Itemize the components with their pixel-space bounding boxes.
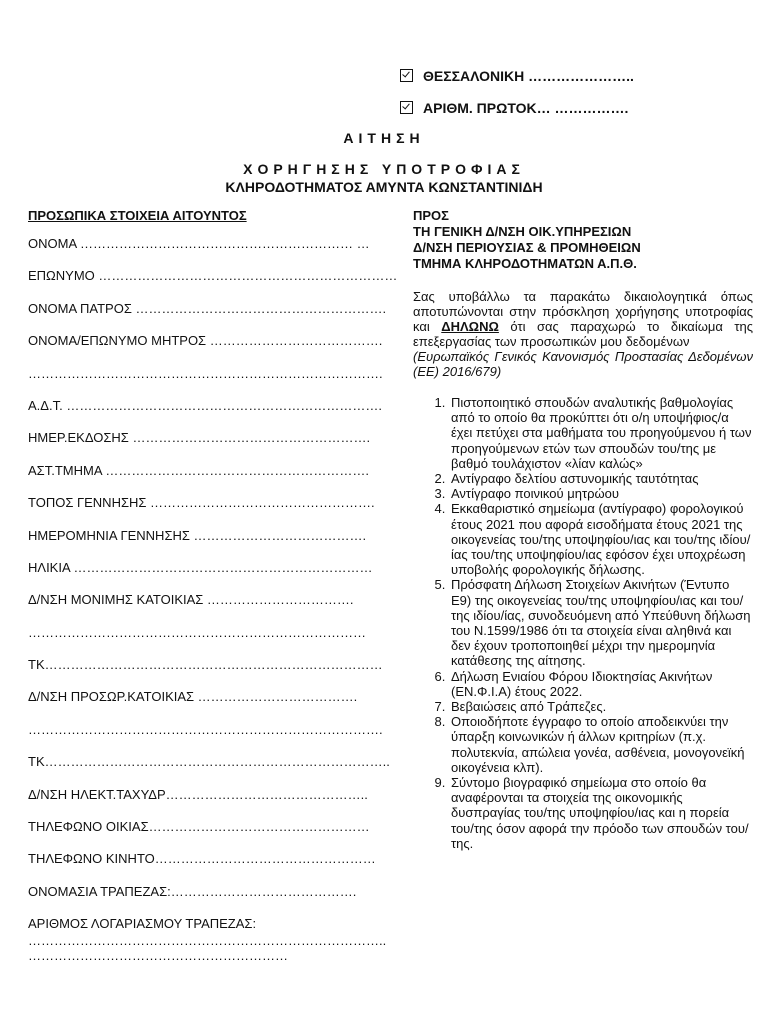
document-item: 5. Πρόσφατη Δήλωση Στοιχείων Ακινήτων (Έντυπο Ε9) της οικογενείας του/της υποψηφίου/ιας και του/της ιδίου/ίας, συνοδευόμενη από Υπεύθυνη δήλωση του Ν.1599/1986 ότι τα στοιχεία είναι αληθινά και δεν έχουν τροποποιηθεί μέχρι την ημερομηνία κατάθεσης της αίτησης.: [449, 577, 753, 668]
field-temporary-address-cont: ……………………………………………………………………….: [28, 721, 383, 737]
declaration-text-cont: ότι σας παραχωρώ το δικαίωμα της επεξεργασίας των προσωπικών μου δεδομένων: [413, 319, 753, 349]
document-item: 8. Οποιοδήποτε έγγραφο το οποίο αποδεικνύει την ύπαρξη κοινωνικών ή άλλων κριτηρίων (π.χ. πολυτεκνία, απώλεια γονέα, ασθένεια, μονογονεϊκή οικογένεια κλπ).: [449, 714, 753, 775]
field-temporary-address: Δ/ΝΣΗ ΠΡΟΣΩΡ.ΚΑΤΟΙΚΙΑΣ ……………………………….: [28, 689, 358, 705]
document-item: 3. Αντίγραφο ποινικού μητρώου: [449, 486, 753, 501]
city-line-text: ΘΕΣΣΑΛΟΝΙΚΗ …………………..: [423, 68, 634, 84]
document-item: 4. Εκκαθαριστικό σημείωμα (αντίγραφο) φορολογικού έτους 2021 που αφορά εισοδήματα έτους 2021 της οικογενείας του/της υποψηφίου/ιας και του/της ιδίου/ίας του/της υποψηφίου/ιας εφόσον έχει υποχρέωση υποβολής φορολογικής δήλωσης.: [449, 501, 753, 577]
declaration-paragraph: [413, 289, 753, 379]
checkbox-checked-icon: [400, 101, 413, 114]
field-postcode: ΤΚ……………………………………………………………………: [28, 657, 383, 673]
field-birthplace: ΤΟΠΟΣ ΓΕΝΝΗΣΗΣ …………………………………………….: [28, 495, 375, 511]
field-temporary-postcode: ΤΚ……………………………………………………………………..: [28, 754, 390, 770]
recipient-section: [413, 208, 753, 851]
recipient-address: [413, 208, 753, 272]
personal-details-heading: ΠΡΟΣΩΠΙΚΑ ΣΤΟΙΧΕΙΑ ΑΙΤΟΥΝΤΟΣ: [28, 208, 247, 223]
field-age: ΗΛΙΚΙΑ ……………………………………………………………: [28, 559, 373, 575]
field-email: Δ/ΝΣΗ ΗΛΕΚΤ.ΤΑΧΥΔΡ………………………………………..: [28, 786, 368, 802]
declaration-emphasis: ΔΗΛΩΝΩ: [441, 319, 499, 334]
field-bank-account-line-1: ………………………………………………………………………..: [28, 933, 387, 949]
field-first-name: ΟΝΟΜΑ ……………………………………………………… …: [28, 236, 370, 251]
document-item: 9. Σύντομο βιογραφικό σημείωμα στο οποίο θα αναφέρονται τα στοιχεία της οικονομικής δυσπραγίας του/της υποψηφίου/ιας και η πορεία του/της όσον αφορά την πρόοδο των σπουδών του/της.: [449, 775, 753, 851]
protocol-line-text: ΑΡΙΘΜ. ΠΡΩΤΟΚ… …………….: [423, 100, 629, 116]
field-bank-account: ΑΡΙΘΜΟΣ ΛΟΓΑΡΙΑΣΜΟΥ ΤΡΑΠΕΖΑΣ:: [28, 916, 257, 932]
recipient-line: ΠΡΟΣ: [413, 208, 449, 223]
field-mother-name: ΟΝΟΜΑ/ΕΠΩΝΥΜΟ ΜΗΤΡΟΣ ………………………………….: [28, 333, 383, 349]
document-item: 1. Πιστοποιητικό σπουδών αναλυτικής βαθμολογίας από το οποίο θα προκύπτει ότι ο/η υποψήφιος/α έχει πετύχει στα μαθήματα του προηγούμενου ή των προηγούμενων ετών των σπουδών του/της με βαθμό τουλάχιστον «λίαν καλώς»: [449, 395, 753, 471]
protocol-line: [400, 100, 628, 116]
field-home-phone: ΤΗΛΕΦΩΝΟ ΟΙΚΙΑΣ……………………………………………: [28, 819, 370, 835]
required-documents-list: [413, 395, 753, 851]
document-item: 6. Δήλωση Ενιαίου Φόρου Ιδιοκτησίας Ακινήτων (ΕΝ.Φ.Ι.Α) έτους 2022.: [449, 669, 753, 699]
field-police-dept: ΑΣΤ.ΤΜΗΜΑ …………………………………………………….: [28, 462, 369, 478]
field-bank-name: ΟΝΟΜΑΣΙΑ ΤΡΑΠΕΖΑΣ:…………………………………….: [28, 883, 357, 899]
personal-details-section: [28, 208, 400, 963]
field-mother-name-cont: ……………………………………………………………………….: [28, 365, 383, 381]
field-id-number: Α.Δ.Τ. ……………………………………………………………….: [28, 397, 382, 413]
checkbox-checked-icon: [400, 69, 413, 82]
field-birth-date: ΗΜΕΡΟΜΗΝΙΑ ΓΕΝΝΗΣΗΣ ………………………………….: [28, 527, 367, 543]
document-item: 2. Αντίγραφο δελτίου αστυνομικής ταυτότητας: [449, 471, 753, 486]
field-father-name: ΟΝΟΜΑ ΠΑΤΡΟΣ ………………………………………………….: [28, 300, 387, 316]
city-line: [400, 68, 634, 84]
bequest-name: ΚΛΗΡΟΔΟΤΗΜΑΤΟΣ ΑΜΥΝΤΑ ΚΩΝΣΤΑΝΤΙΝΙΔΗ: [225, 179, 543, 195]
field-surname: ΕΠΩΝΥΜΟ ……………………………………………………………: [28, 268, 398, 284]
document-item: 7. Βεβαιώσεις από Τράπεζες.: [449, 699, 753, 714]
field-permanent-address: Δ/ΝΣΗ ΜΟΝΙΜΗΣ ΚΑΤΟΙΚΙΑΣ …………………………….: [28, 592, 354, 608]
recipient-line: ΤΗ ΓΕΝΙΚΗ Δ/ΝΣΗ ΟΙΚ.ΥΠΗΡΕΣΙΩΝ: [413, 224, 632, 239]
declaration-text: Σας υποβάλλω τα παρακάτω δικαιολογητικά όπως αποτυπώνονται στην πρόσκληση χορήγησης υποτροφίας και: [413, 289, 753, 334]
field-bank-account-line-2: ……………………………………………………: [28, 948, 288, 964]
field-issue-date: ΗΜΕΡ.ΕΚΔΟΣΗΣ ……………………………………………….: [28, 430, 371, 446]
recipient-line: Δ/ΝΣΗ ΠΕΡΙΟΥΣΙΑΣ & ΠΡΟΜΗΘΕΙΩΝ: [413, 240, 641, 255]
field-mobile-phone: ΤΗΛΕΦΩΝΟ ΚΙΝΗΤΟ……………………………………………: [28, 851, 376, 867]
recipient-line: ΤΜΗΜΑ ΚΛΗΡΟΔΟΤΗΜΑΤΩΝ Α.Π.Θ.: [413, 256, 637, 271]
field-permanent-address-cont: ……………………………………………………………………: [28, 624, 366, 640]
form-subtitle: ΧΟΡΗΓΗΣΗΣ ΥΠΟΤΡΟΦΙΑΣ: [243, 161, 525, 177]
gdpr-reference: (Ευρωπαϊκός Γενικός Κανονισμός Προστασίας Δεδομένων (ΕΕ) 2016/679): [413, 349, 753, 379]
form-title: ΑΙΤΗΣΗ: [343, 130, 425, 146]
